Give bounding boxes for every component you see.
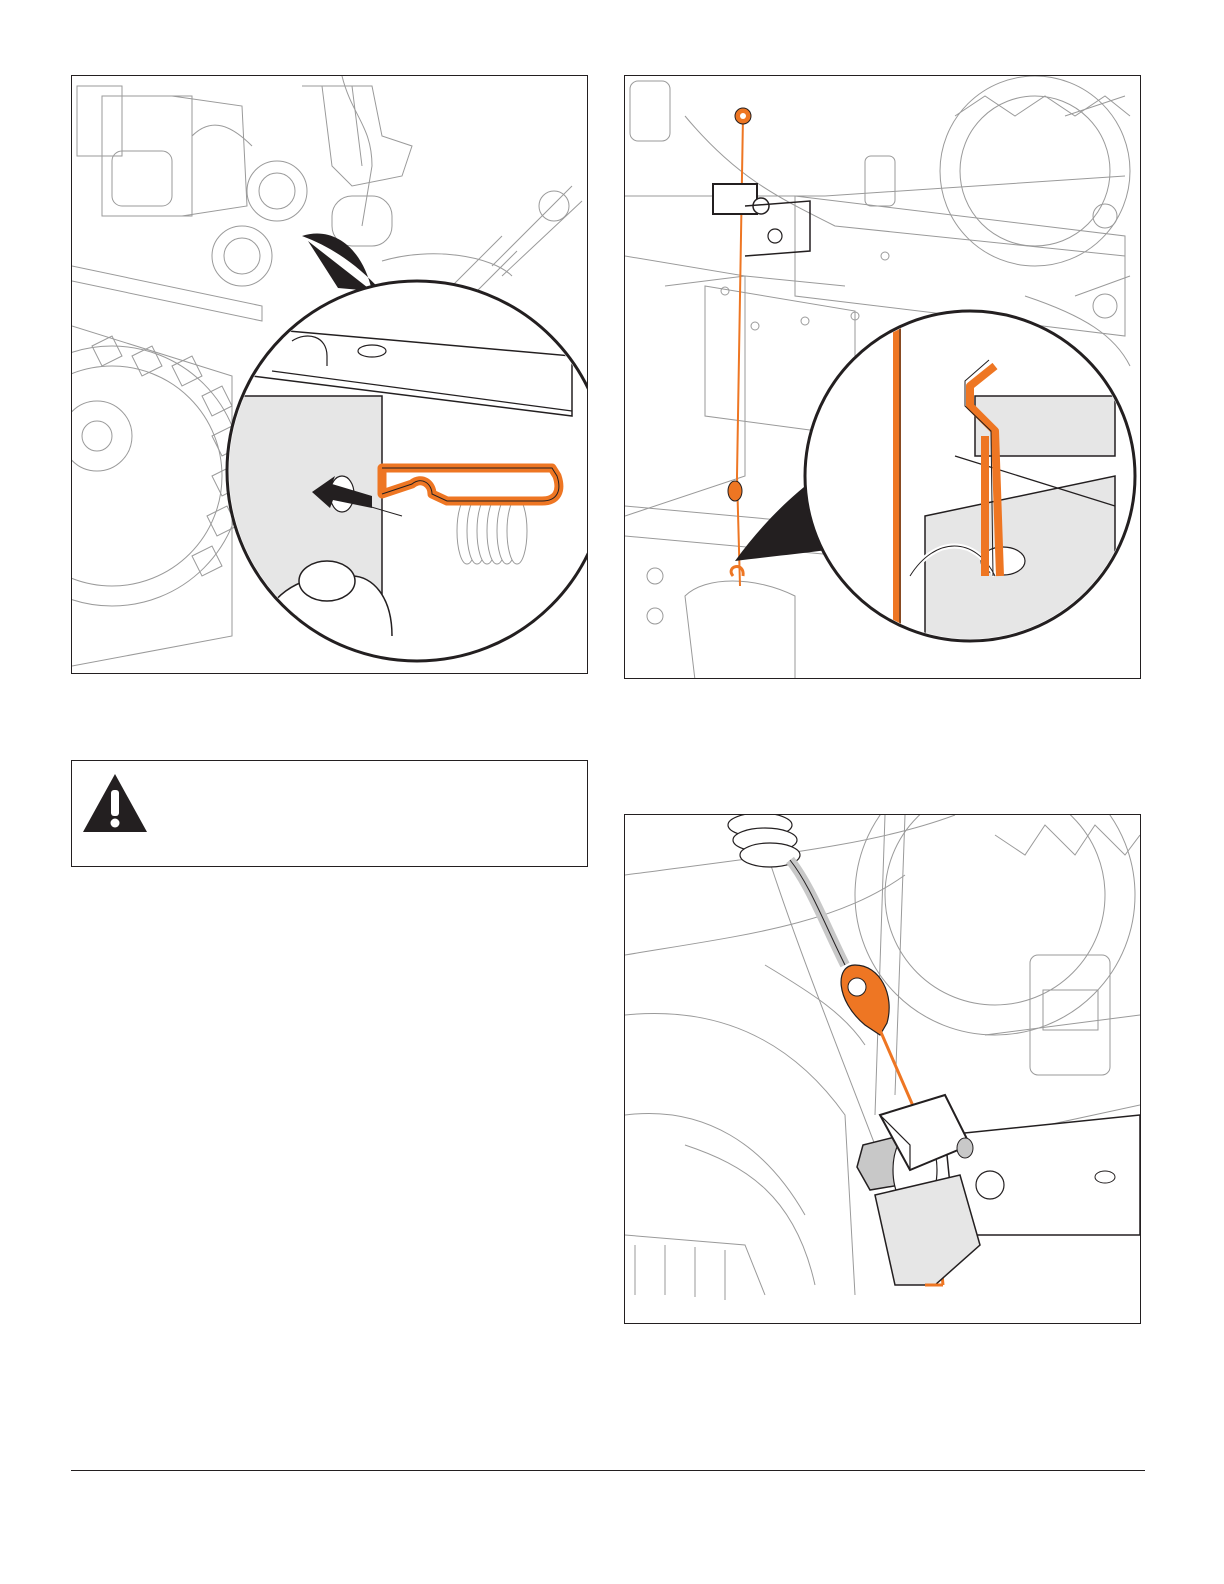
figure-cable-clamp: [624, 814, 1141, 1324]
cable-clamp-illustration: [625, 815, 1141, 1324]
figure-cable-bracket: [624, 75, 1141, 679]
warning-triangle-icon: [81, 772, 149, 834]
spring-hook-illustration: [72, 76, 588, 674]
figure-spring-hook: [71, 75, 588, 674]
warning-box: [71, 760, 588, 867]
footer-rule: [71, 1470, 1145, 1471]
cable-bracket-illustration: [625, 76, 1141, 679]
